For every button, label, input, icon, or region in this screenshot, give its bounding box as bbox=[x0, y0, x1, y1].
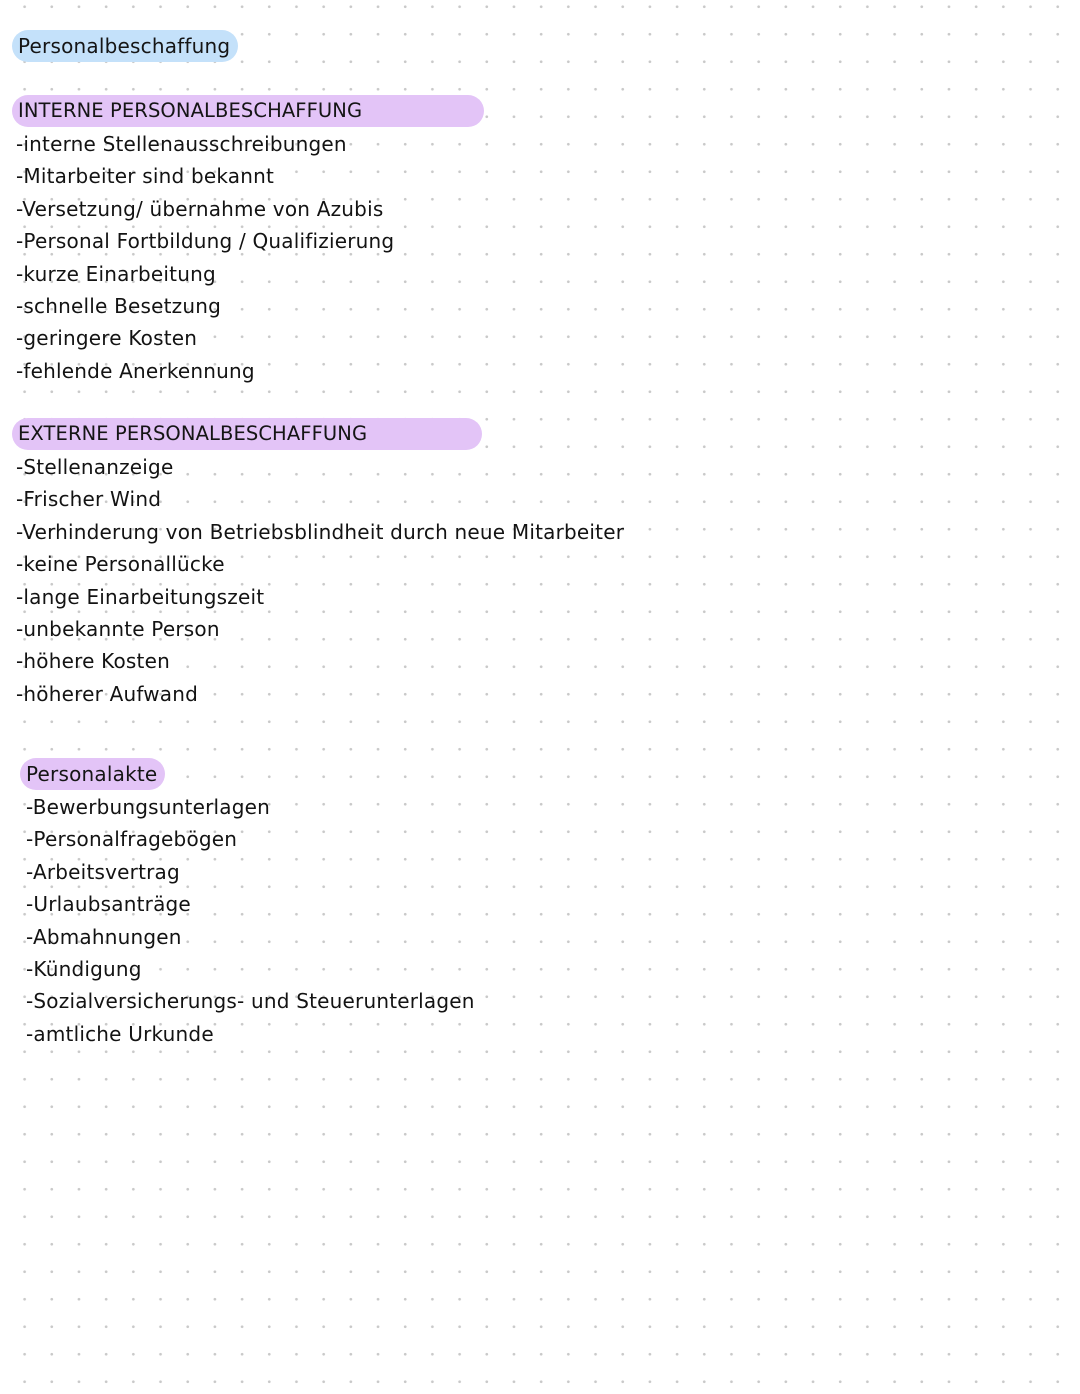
list-item: -Versetzung/ übernahme von Azubis bbox=[16, 196, 384, 221]
section-heading-externe: EXTERNE PERSONALBESCHAFFUNG bbox=[12, 418, 482, 450]
list-item: -Bewerbungsunterlagen bbox=[26, 795, 270, 819]
list-item: -interne Stellenausschreibungen bbox=[16, 132, 347, 156]
list-item: -Kündigung bbox=[26, 956, 142, 981]
list-item: -Personal Fortbildung / Qualifizierung bbox=[16, 229, 395, 254]
list-item: -fehlende Anerkennung bbox=[16, 358, 255, 383]
list-item: -höherer Aufwand bbox=[16, 681, 199, 706]
list-item: -lange Einarbeitungszeit bbox=[16, 584, 265, 609]
list-item: -kurze Einarbeitung bbox=[16, 261, 216, 286]
list-item: -Frischer Wind bbox=[16, 487, 162, 512]
page-title: Personalbeschaffung bbox=[12, 30, 238, 62]
list-item: -Verhinderung von Betriebsblindheit durch neue Mitarbeiter bbox=[16, 519, 625, 544]
list-item: -Urlaubsanträge bbox=[26, 892, 191, 917]
section-heading-interne: INTERNE PERSONALBESCHAFFUNG bbox=[12, 95, 484, 127]
list-item: -Arbeitsvertrag bbox=[26, 859, 180, 884]
list-item: -Stellenanzeige bbox=[16, 455, 174, 479]
list-item: -amtliche Urkunde bbox=[26, 1021, 214, 1046]
list-item: -Sozialversicherungs- und Steuerunterlagen bbox=[26, 989, 475, 1014]
list-item: -keine Personallücke bbox=[16, 552, 225, 577]
externe-list bbox=[16, 451, 624, 710]
list-item: -Mitarbeiter sind bekannt bbox=[16, 164, 275, 189]
interne-list bbox=[16, 128, 394, 387]
section-heading-personalakte: Personalakte bbox=[20, 758, 165, 790]
list-item: -geringere Kosten bbox=[16, 326, 198, 351]
list-item: -Abmahnungen bbox=[26, 924, 182, 949]
list-item: -Personalfragebögen bbox=[26, 827, 238, 852]
list-item: -schnelle Besetzung bbox=[16, 293, 222, 318]
list-item: -höhere Kosten bbox=[16, 649, 170, 674]
list-item: -unbekannte Person bbox=[16, 616, 220, 641]
personalakte-list bbox=[26, 791, 475, 1050]
